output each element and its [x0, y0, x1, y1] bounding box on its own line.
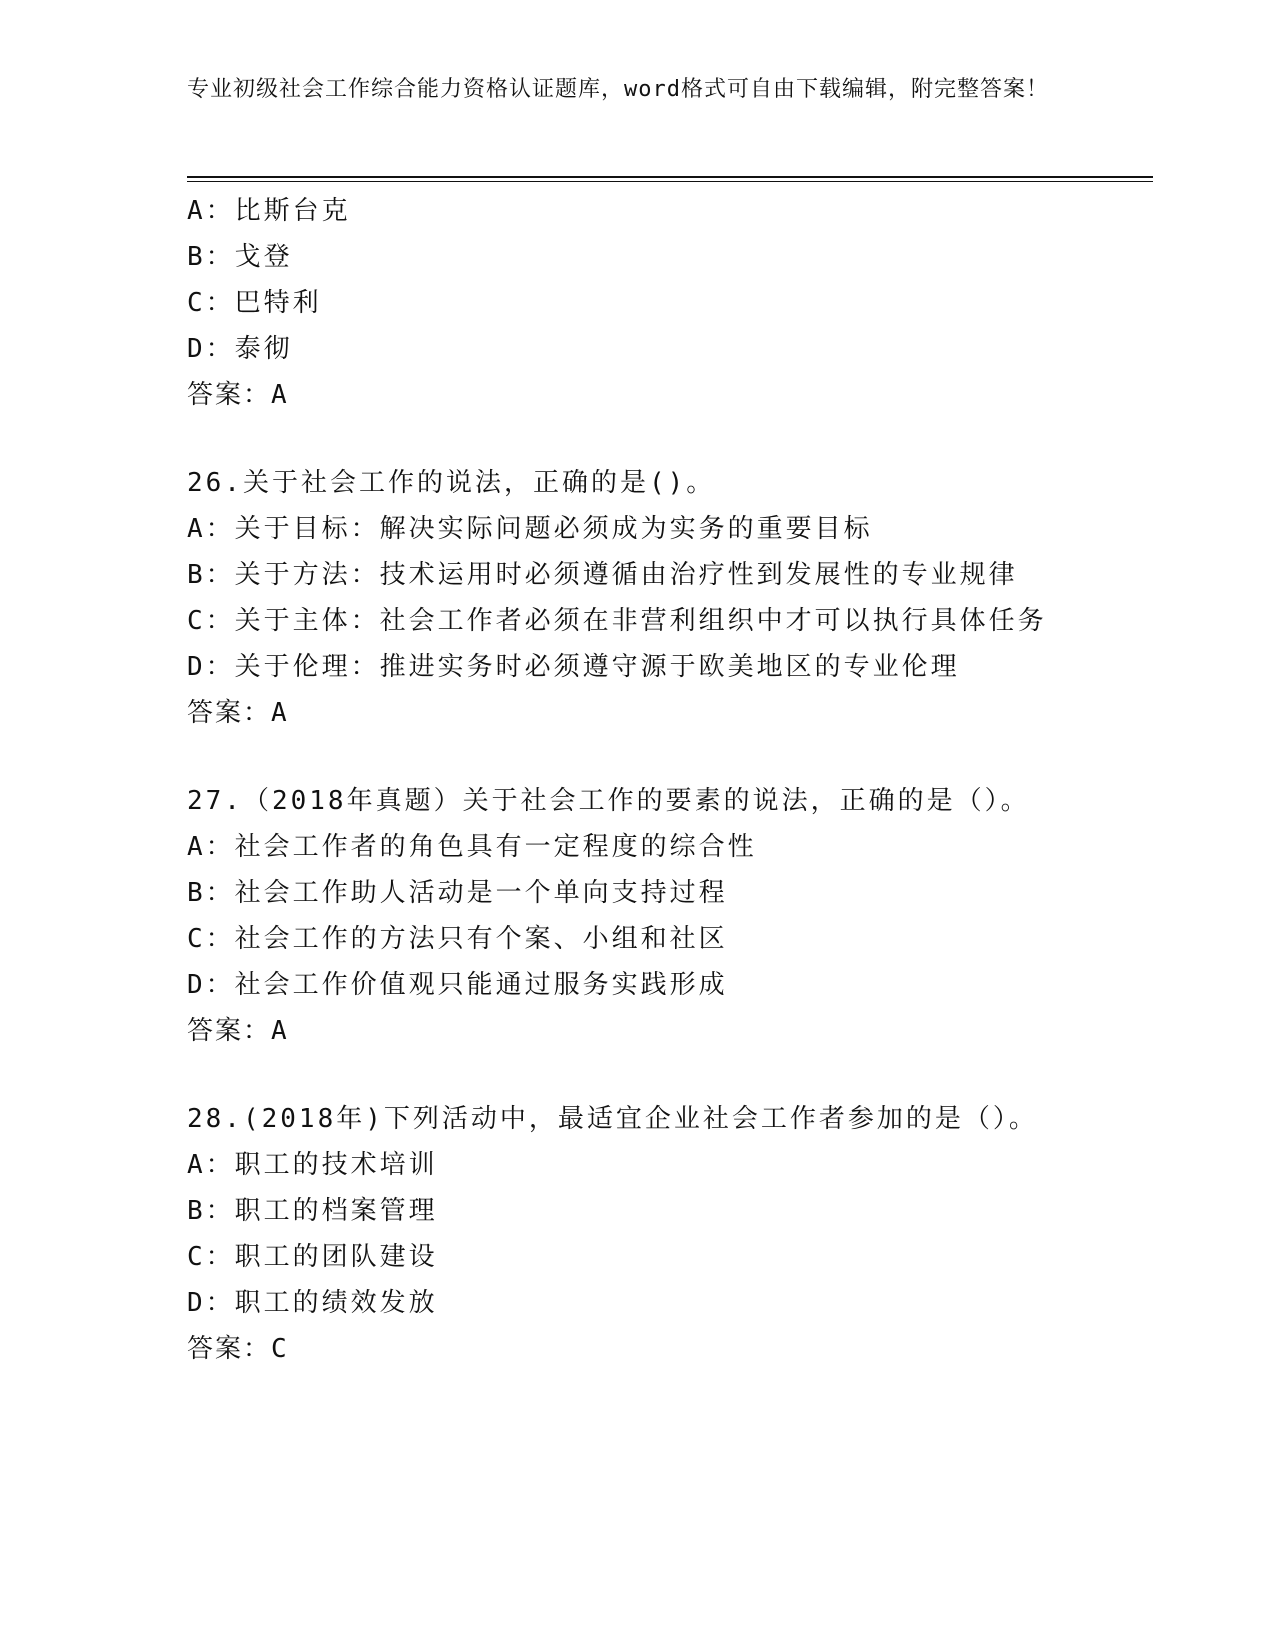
- option-a: A：比斯台克: [187, 196, 351, 226]
- question-stem: 26.关于社会工作的说法，正确的是()。: [187, 468, 716, 498]
- answer-label: 答案：: [187, 1016, 272, 1046]
- option-a: A：职工的技术培训: [187, 1150, 438, 1180]
- option-c: C：巴特利: [187, 288, 322, 318]
- question-block-26: [187, 460, 1147, 736]
- option-c: C：关于主体：社会工作者必须在非营利组织中才可以执行具体任务: [187, 606, 1047, 636]
- option-b: B：社会工作助人活动是一个单向支持过程: [187, 878, 728, 908]
- question-list: [187, 188, 1147, 1372]
- answer-label: 答案：: [187, 698, 272, 728]
- option-c: C：社会工作的方法只有个案、小组和社区: [187, 924, 728, 954]
- option-b: B：职工的档案管理: [187, 1196, 438, 1226]
- option-a: A：关于目标：解决实际问题必须成为实务的重要目标: [187, 514, 873, 544]
- question-stem: 28.(2018年)下列活动中，最适宜企业社会工作者参加的是（）。: [187, 1104, 1038, 1134]
- option-b: B：戈登: [187, 242, 293, 272]
- option-a: A：社会工作者的角色具有一定程度的综合性: [187, 832, 757, 862]
- answer-value: C: [271, 1334, 289, 1364]
- question-block-prev: [187, 188, 1147, 418]
- answer-value: A: [271, 380, 289, 410]
- question-stem: 27.（2018年真题）关于社会工作的要素的说法，正确的是（）。: [187, 786, 1030, 816]
- answer-label: 答案：: [187, 380, 272, 410]
- answer-value: A: [271, 698, 289, 728]
- option-d: D：关于伦理：推进实务时必须遵守源于欧美地区的专业伦理: [187, 652, 960, 682]
- answer-line: [187, 372, 1147, 418]
- answer-value: A: [271, 1016, 289, 1046]
- question-block-27: [187, 778, 1147, 1054]
- header-divider-thin: [187, 181, 1153, 182]
- answer-line: [187, 1326, 1147, 1372]
- answer-label: 答案：: [187, 1334, 272, 1364]
- option-d: D：泰彻: [187, 334, 293, 364]
- option-d: D：社会工作价值观只能通过服务实践形成: [187, 970, 728, 1000]
- page-header: 专业初级社会工作综合能力资格认证题库，word格式可自由下载编辑，附完整答案！: [187, 77, 1049, 102]
- answer-line: [187, 1008, 1147, 1054]
- question-block-28: [187, 1096, 1147, 1372]
- header-divider: [187, 176, 1153, 178]
- answer-line: [187, 690, 1147, 736]
- option-b: B：关于方法：技术运用时必须遵循由治疗性到发展性的专业规律: [187, 560, 1018, 590]
- option-c: C：职工的团队建设: [187, 1242, 438, 1272]
- option-d: D：职工的绩效发放: [187, 1288, 438, 1318]
